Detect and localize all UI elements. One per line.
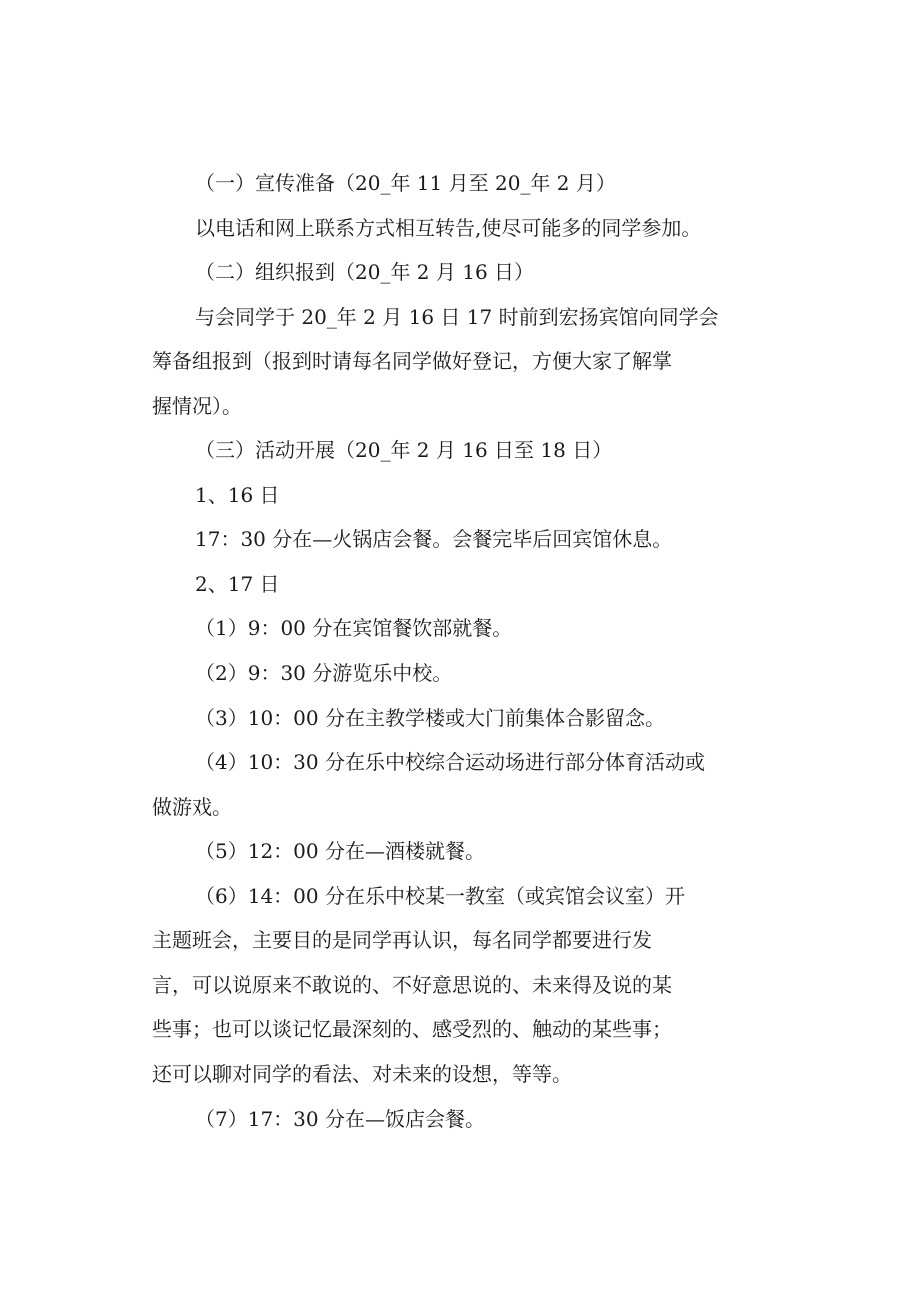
paragraph-line: 言，可以说原来不敢说的、不好意思说的、未来得及说的某	[152, 973, 672, 997]
schedule-item: （5）12：00 分在—酒楼就餐。	[195, 839, 485, 863]
section-heading-registration: （二）组织报到（20_年 2 月 16 日）	[195, 260, 535, 284]
schedule-item: （2）9：30 分游览乐中校。	[195, 661, 453, 685]
section-heading-activities: （三）活动开展（20_年 2 月 16 日至 18 日）	[195, 438, 613, 462]
section-heading-publicity: （一）宣传准备（20_年 11 月至 20_年 2 月）	[195, 171, 616, 195]
day-heading: 1、16 日	[195, 483, 280, 507]
schedule-item: （7）17：30 分在—饭店会餐。	[195, 1107, 485, 1131]
paragraph-line: 还可以聊对同学的看法、对未来的设想，等等。	[152, 1062, 572, 1086]
paragraph-line: 以电话和网上联系方式相互转告,使尽可能多的同学参加。	[195, 216, 702, 240]
paragraph-line: 17：30 分在—火锅店会餐。会餐完毕后回宾馆休息。	[195, 527, 673, 551]
schedule-item: （1）9：00 分在宾馆餐饮部就餐。	[195, 616, 513, 640]
paragraph-line: 主题班会，主要目的是同学再认识，每名同学都要进行发	[152, 928, 652, 952]
day-heading: 2、17 日	[195, 572, 280, 596]
schedule-item: （3）10：00 分在主教学楼或大门前集体合影留念。	[195, 706, 665, 730]
paragraph-line: 做游戏。	[152, 795, 232, 819]
paragraph-line: 筹备组报到（报到时请每名同学做好登记，方便大家了解掌	[152, 349, 672, 373]
schedule-item: （4）10：30 分在乐中校综合运动场进行部分体育活动或	[195, 750, 705, 774]
schedule-item: （6）14：00 分在乐中校某一教室（或宾馆会议室）开	[195, 884, 685, 908]
paragraph-line: 与会同学于 20_年 2 月 16 日 17 时前到宏扬宾馆向同学会	[195, 305, 719, 329]
paragraph-line: 握情况）。	[152, 394, 242, 418]
paragraph-line: 些事；也可以谈记忆最深刻的、感受烈的、触动的某些事；	[152, 1017, 672, 1041]
